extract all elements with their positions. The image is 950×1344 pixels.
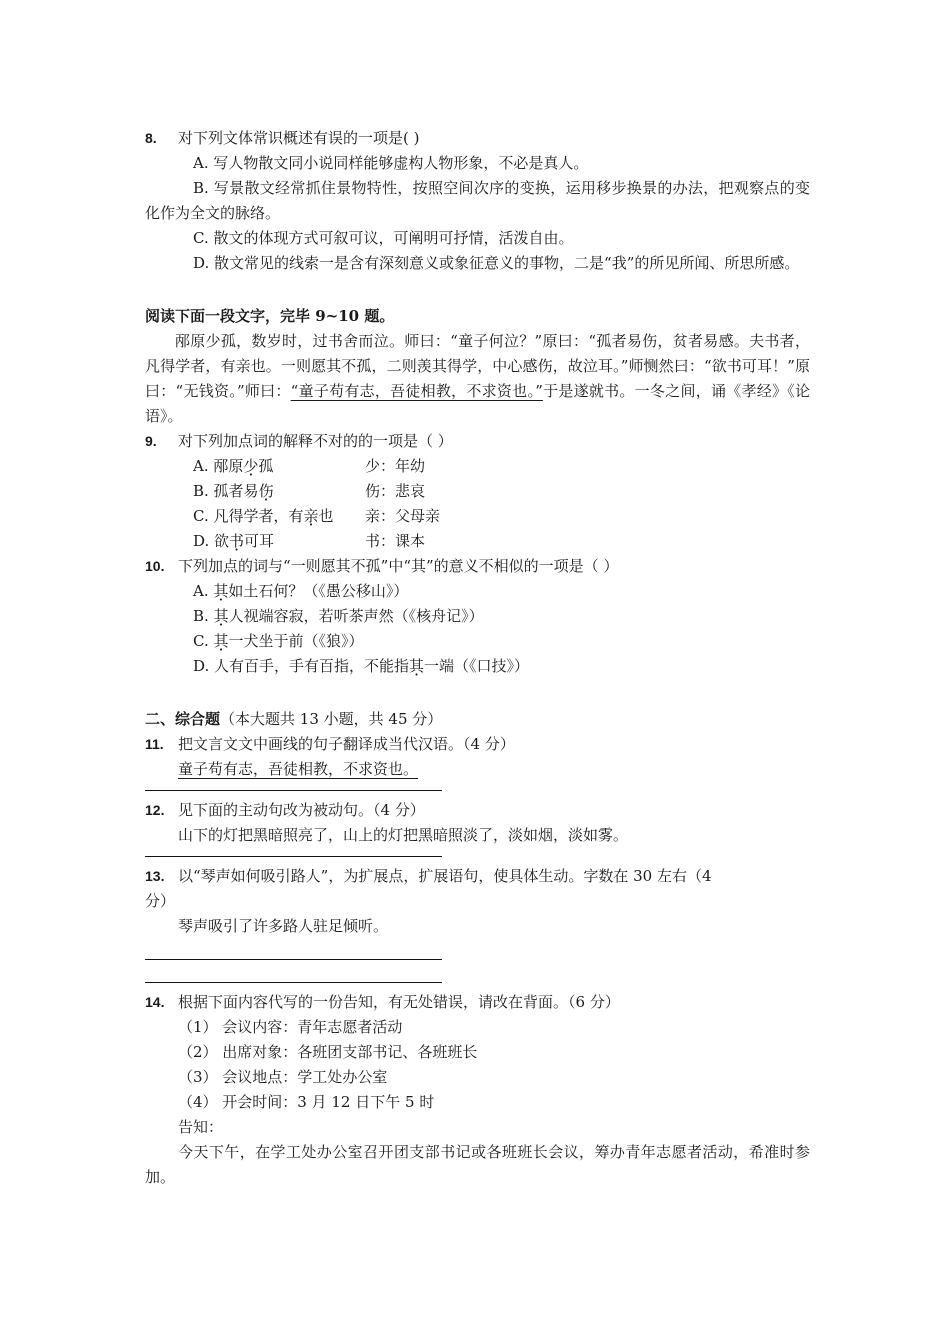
option-text: 可耳 [244, 532, 275, 550]
option-text: C. 凡得学者，有 [193, 507, 304, 525]
option-text: D. 欲 [193, 532, 230, 550]
option-gloss: 少：年幼 [365, 457, 426, 475]
dotted-char: 其 [213, 632, 229, 650]
option-text: A. [193, 582, 214, 600]
q10-option-b [145, 604, 810, 629]
passage-underlined-sentence: “童子苟有志，吾徒相教，不求资也。” [290, 382, 543, 400]
dotted-char: 亲 [303, 507, 319, 525]
option-gloss: 书：课本 [365, 532, 426, 550]
q8-option-b: B. 写景散文经常抓住景物特性，按照空间次序的变换，运用移步换景的办法，把观察点的变化作为全文的脉络。 [145, 179, 810, 222]
q11-sentence: 童子苟有志，吾徒相教，不求资也。 [178, 760, 419, 778]
q14-item-1: （1） 会议内容：青年志愿者活动 [178, 1018, 403, 1036]
passage-part-1: 邴原少孤，数岁时，过书舍而泣。师曰：“童子何泣？”原曰：“孤者易伤，贫者易感。夫书者，凡得学者，有亲也。一则愿其不孤，二则羡其得学，中心感伤，故泣耳。”师恻然曰：“欲书可耳！”原曰：“无钱资。”师曰： [145, 332, 810, 400]
option-text: B. [193, 607, 214, 625]
q10-stem: 下列加点的词与“一则愿其不孤”中“其”的意义不相似的一项是（ ） [178, 557, 619, 575]
dotted-char: 其 [409, 657, 425, 675]
q14-number: 14. [145, 994, 165, 1010]
dotted-char: 伤 [258, 482, 274, 500]
q9-stem: 对下列加点词的解释不对的的一项是（ ） [178, 432, 453, 450]
q13-stem-continued: 分） [145, 892, 176, 910]
q8-option-c: C. 散文的体现方式可叙可议，可阐明可抒情，活泼自由。 [193, 229, 574, 247]
q14-item-4: （4） 开会时间：3 月 12 日下午 5 时 [178, 1093, 435, 1111]
q13-stem: 以“琴声如何吸引路人”，为扩展点，扩展语句，使具体生动。字数在 30 左右（4 [178, 867, 712, 885]
option-text: 一端（《口技》） [424, 657, 530, 675]
q8-option-a: A. 写人物散文同小说同样能够虚构人物形象，不必是真人。 [193, 154, 589, 172]
q9-option-d [145, 529, 810, 554]
q8-number: 8. [145, 130, 157, 146]
q14-item-3: （3） 会议地点：学工处办公室 [178, 1068, 388, 1086]
exam-page [145, 126, 810, 1190]
dotted-char: 其 [213, 582, 229, 600]
option-text: 孤 [258, 457, 274, 475]
dotted-char: 书 [229, 532, 245, 550]
q13-number: 13. [145, 868, 165, 884]
section2-note: （本大题共 13 小题，共 45 分） [220, 710, 443, 728]
q13-sentence: 琴声吸引了许多路人驻足倾听。 [178, 917, 389, 935]
q9-number: 9. [145, 433, 157, 449]
option-text: D. 人有百手，手有百指，不能指 [193, 657, 410, 675]
option-text: 如土石何？（《愚公移山》） [228, 582, 409, 600]
passage-part-2: 于是遂就书。一冬之间，诵《孝经》《论语》。 [145, 382, 810, 425]
notice-title: 告知： [178, 1118, 224, 1136]
q14-stem: 根据下面内容代写的一份告知，有无处错误，请改在背面。（6 分） [178, 993, 620, 1011]
q8-stem: 对下列文体常识概述有误的一项是( ) [178, 129, 420, 147]
reading-title: 阅读下面一段文字，完毕 9~10 题。 [145, 307, 395, 325]
q13-stem-row [145, 864, 810, 889]
q12-stem: 见下面的主动句改为被动句。（4 分） [178, 801, 425, 819]
option-text: 人视端容寂，若听茶声然（《核舟记》） [228, 607, 484, 625]
q12-number: 12. [145, 802, 165, 818]
q9-option-b [145, 479, 810, 504]
q11-stem-row [145, 732, 810, 757]
q14-stem-row [145, 990, 810, 1015]
q9-option-a [145, 454, 810, 479]
option-text: 一犬坐于前（《狼》） [228, 632, 364, 650]
q10-option-d [145, 654, 810, 679]
q8-option-d: D. 散文常见的线索一是含有深刻意义或象征意义的事物，二是“我”的所见所闻、所思所感。 [193, 254, 800, 272]
option-gloss: 亲：父母亲 [365, 507, 441, 525]
q10-number: 10. [145, 558, 165, 574]
section2-title: 二、综合题 [145, 710, 221, 728]
option-text: A. 邴原 [193, 457, 244, 475]
q11-sentence-row [145, 757, 810, 782]
q12-sentence: 山下的灯把黑暗照亮了，山上的灯把黑暗照淡了，淡如烟，淡如雾。 [178, 826, 629, 844]
q8-stem-row [145, 126, 810, 151]
q10-option-c [145, 629, 810, 654]
option-gloss: 伤：悲哀 [365, 482, 426, 500]
option-text: C. [193, 632, 214, 650]
q10-stem-row [145, 554, 810, 579]
reading-passage [145, 329, 810, 429]
q14-item-2: （2） 出席对象：各班团支部书记、各班班长 [178, 1043, 478, 1061]
dotted-char: 少 [243, 457, 259, 475]
q11-number: 11. [145, 736, 164, 752]
q12-stem-row [145, 798, 810, 823]
option-text: 也 [318, 507, 334, 525]
q10-option-a [145, 579, 810, 604]
q11-stem: 把文言文文中画线的句子翻译成当代汉语。（4 分） [178, 735, 515, 753]
q9-option-c [145, 504, 810, 529]
option-text: B. 孤者易 [193, 482, 259, 500]
q9-stem-row [145, 429, 810, 454]
dotted-char: 其 [213, 607, 229, 625]
section2-heading [145, 707, 810, 732]
notice-body: 今天下午，在学工处办公室召开团支部书记或各班班长会议，筹办青年志愿者活动，希准时参加。 [145, 1143, 810, 1186]
